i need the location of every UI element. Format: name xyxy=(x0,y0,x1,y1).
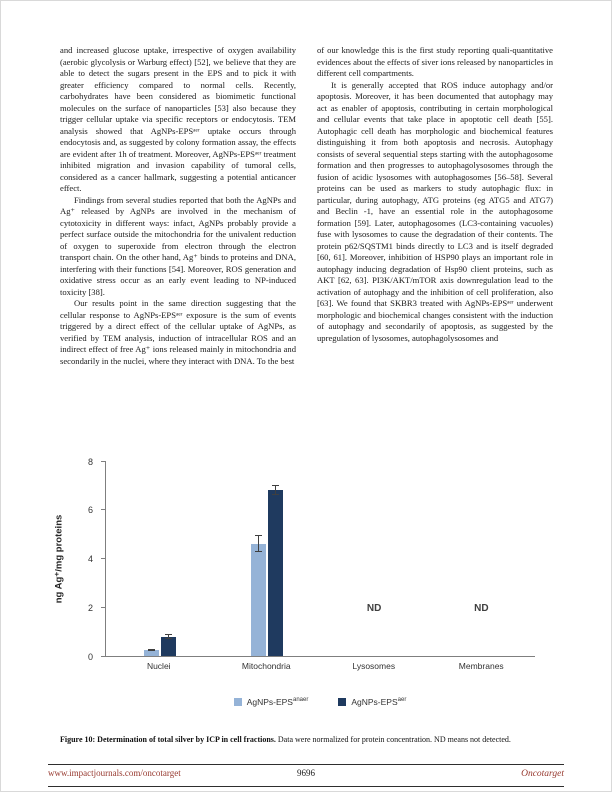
paragraph: It is generally accepted that ROS induce autophagy and/or apoptosis. Moreover, it has been documented that autophagy may act as enabler of apoptosis, contributing in certain morphological and cellular events that take place in apoptotic cell death [55]. Autophagic cell death has morphologic and biochemical features distinguishing it from both apoptosis and necrosis. Autophagy consists of several sequential steps starting with the autophagosome formation and then progresses to autophagolysosomes through the fusion of acidic lysosomes with autophagosomes [56–58]. Several proteins can be used as markers to study autophagic flux: in particular, during autophagy, ATG proteins (eg ATG5 and ATG7) and Beclin -1, have an essential role in the autophagosome formation [59]. Later, autophagosomes (LC3-containing vacuoles) fuse with lysosomes to cause the degradation of their contents. The protein p62/SQSTM1 binds directly to LC3 and is itself degraded [60, 61]. Moreover, inhibition of HSP90 plays an important role in autophagy inducing degradation of Hsp90 client proteins, such as AKT [62, 63]. PI3K/AKT/mTOR axis downregulation lead to the activation of autophagy and the inhibition of cell proliferation, also [63]. We found that SKBR3 treated with AgNPs-EPSᵃᵉʳ underwent morphologic and biochemical changes consistent with the induction of autophagy and secondarily of apoptosis, as suggested by the upregulation of lysosomes, autophagolysosomes and xyxy=(317,79,553,343)
legend-item xyxy=(234,697,309,707)
error-bar-cap xyxy=(272,494,279,495)
figure-caption-text: Data were normalized for protein concentration. ND means not detected. xyxy=(275,735,511,744)
y-axis-title: ng Ag⁺/mg proteins xyxy=(53,514,65,604)
y-tick-label: 2 xyxy=(87,602,93,613)
paragraph: and increased glucose uptake, irrespective of oxygen availability (aerobic glycolysis or Warburg effect) [52], we believe that they are able to detect the sugars present in the EPS and to pick it with greater efficiency compared to normal cells. Recently, carbohydrates have been considered as biomimetic functional molecules on the surface of nanoparticles [53] also because they trigger cellular uptake via specific receptors or endocytosis. TEM analysis showed that AgNPs-EPSᵃᵉʳ uptake occurs through endocytosis and, as suggested by colony formation assay, the effects are evident after 1h of treatment. Moreover, AgNPs-EPSᵃᵉʳ treatment inhibited migration and invasion capability of tumoral cells, considered as a cancer hallmark, suggesting a potential anticancer effect. xyxy=(60,45,296,193)
bar-chart xyxy=(53,456,535,707)
paragraph: of our knowledge this is the first study reporting quali-quantitative evidences about the effects of siver ions released by nanoparticles in different cell compartments. xyxy=(317,45,553,78)
error-bar xyxy=(258,535,259,552)
bar-group-mitochondria xyxy=(213,461,320,656)
bar-mitochondria xyxy=(268,490,283,656)
error-bar xyxy=(275,485,276,495)
figure-10 xyxy=(53,456,554,707)
y-tick-mark xyxy=(101,461,106,462)
y-tick-mark xyxy=(101,607,106,608)
article-body xyxy=(60,45,554,367)
bar-nuclei xyxy=(144,650,159,656)
y-tick-label: 4 xyxy=(87,554,93,564)
figure-caption-title: Figure 10: Determination of total silver by ICP in cell fractions. xyxy=(60,735,276,744)
legend-swatch xyxy=(338,698,346,706)
chart-legend xyxy=(105,697,535,707)
x-category-label: Nuclei xyxy=(146,661,171,671)
paragraph: Findings from several studies reported that both the AgNPs and Ag⁺ released by AgNPs are involved in the mechanism of cytotoxicity in different ways: infact, AgNPs probably provide a perfect surface outside the mitochondria for the univalent reduction of oxygen to superoxide from electron through the electron transport chain. On the other hand, Ag⁺ binds to proteins and DNA, interfering with their functions [54]. Moreover, ROS generation and oxidative stress occur as an early event leading to NP-induced toxicity [38]. xyxy=(60,194,296,297)
journal-url: www.impactjournals.com/oncotarget xyxy=(48,768,181,778)
right-column xyxy=(317,45,553,367)
error-bar xyxy=(151,649,152,651)
error-bar-cap xyxy=(165,634,172,635)
journal-name: Oncotarget xyxy=(521,769,564,779)
y-axis-ticks xyxy=(77,456,99,662)
bar-group-nuclei xyxy=(106,461,213,656)
error-bar-cap xyxy=(165,638,172,639)
bar-mitochondria xyxy=(251,544,266,656)
y-tick-label: 8 xyxy=(87,456,93,467)
legend-label: AgNPs-$EPS^{aer}$ xyxy=(351,697,407,707)
error-bar xyxy=(168,634,169,639)
left-column xyxy=(60,45,296,367)
chart-groups xyxy=(106,461,535,656)
legend-swatch xyxy=(234,698,242,706)
x-category-label: Membranes xyxy=(458,661,504,671)
nd-label: ND xyxy=(366,603,382,614)
error-bar-cap xyxy=(148,650,155,651)
page-number: 9696 xyxy=(297,768,315,778)
y-tick-mark xyxy=(101,558,106,559)
bar-group-lysosomes xyxy=(321,461,428,656)
error-bar-cap xyxy=(272,485,279,486)
y-tick-label: 6 xyxy=(87,505,93,516)
legend-label: AgNPs-$EPS^{anaer}$ xyxy=(246,697,309,707)
x-category-label: Mitochondria xyxy=(241,661,291,671)
y-tick-mark xyxy=(101,656,106,657)
x-axis-labels xyxy=(105,657,535,671)
bar-nuclei xyxy=(161,637,176,657)
error-bar-cap xyxy=(255,551,262,552)
paragraph: Our results point in the same direction suggesting that the cellular response to AgNPs-EPSᵃᵉʳ exposure is the sum of events triggered by a direct effect of the cellular uptake of AgNPs, as verified by TEM analysis, induction of intracellular ROS and an indirect effect of free Ag⁺ ions released mainly in mitochondria and secondarily in the nuclei, where they interact with DNA. To the best xyxy=(60,298,296,366)
chart-plot xyxy=(105,461,535,657)
nd-label: ND xyxy=(474,603,489,614)
page-footer xyxy=(48,764,564,787)
figure-caption xyxy=(60,735,554,745)
legend-item xyxy=(338,697,406,707)
y-tick-label: 0 xyxy=(87,651,93,662)
x-category-label: Lysosomes xyxy=(352,661,396,671)
y-tick-mark xyxy=(101,509,106,510)
bar-group-membranes xyxy=(428,461,535,656)
error-bar-cap xyxy=(255,535,262,536)
